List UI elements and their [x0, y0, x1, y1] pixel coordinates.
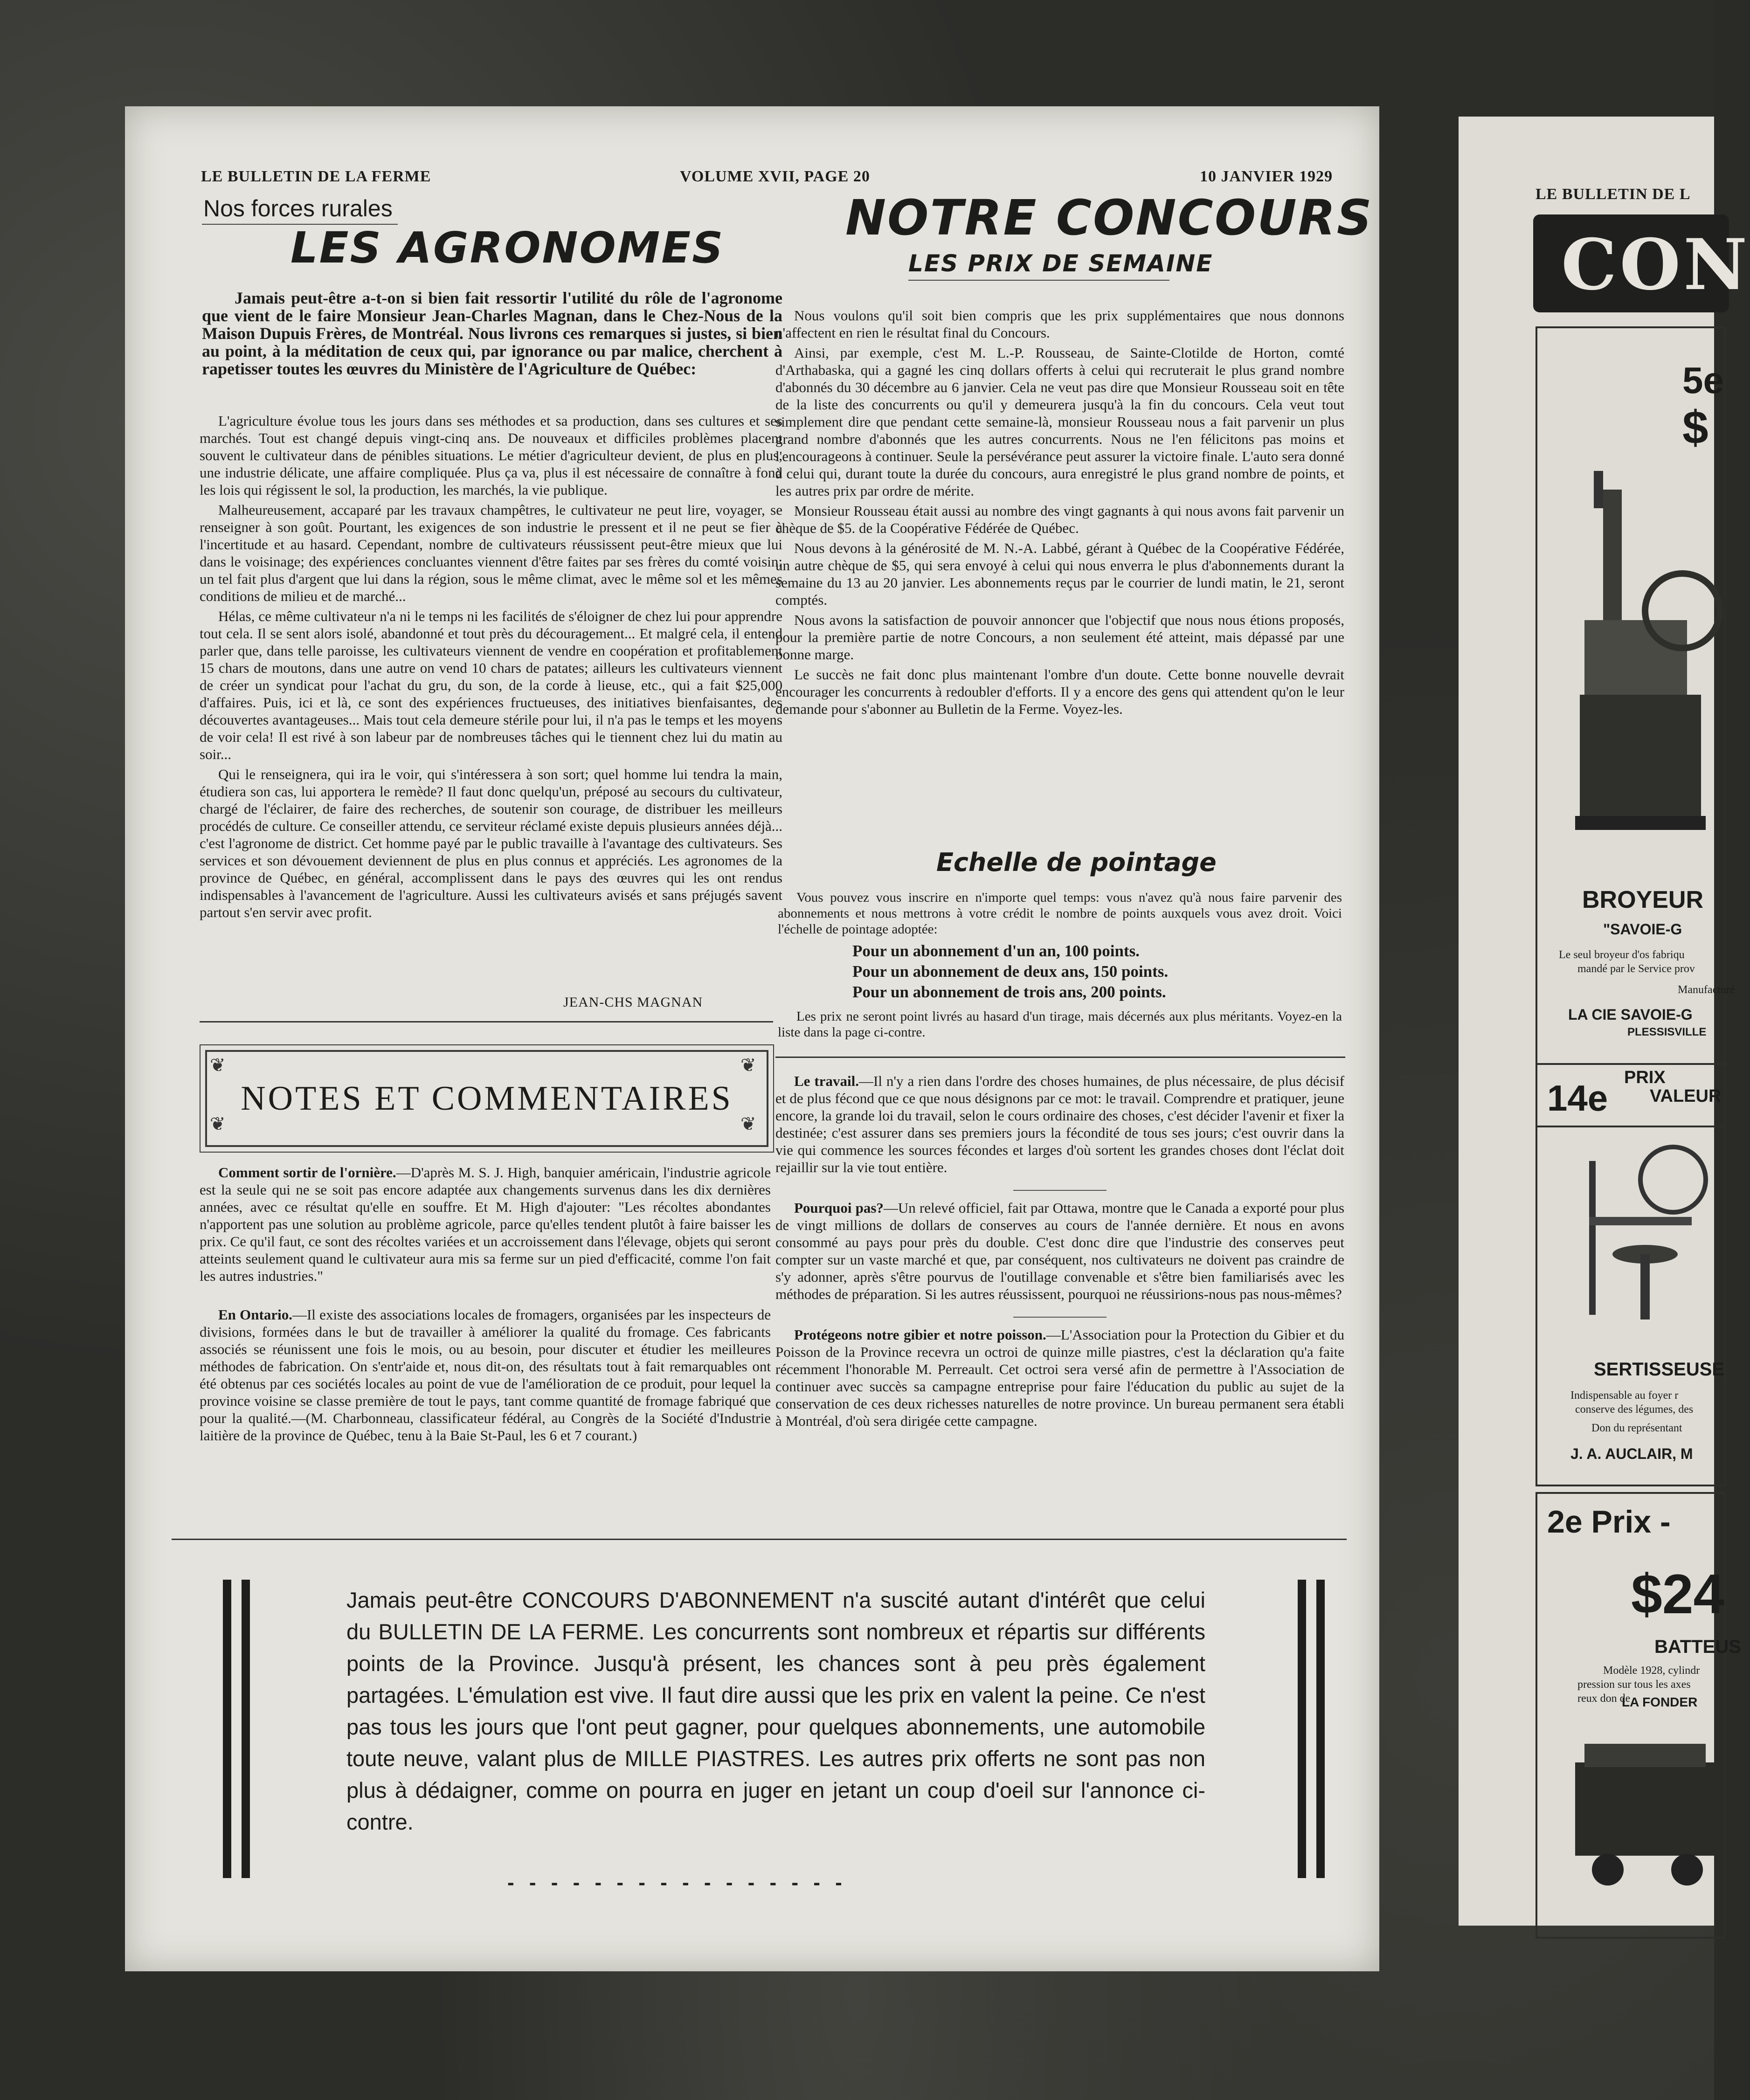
ad-small-text: pression sur tous les axes [1577, 1679, 1691, 1691]
bone-crusher-illustration [1566, 471, 1715, 835]
points-line: Pour un abonnement d'un an, 100 points. [852, 942, 1140, 960]
note-divider [1013, 1306, 1107, 1318]
right-bar [1316, 1580, 1325, 1878]
promo-dashes: - - - - - - - - - - - - - - - - [507, 1871, 847, 1894]
notes-right-column [775, 1072, 1344, 1432]
echelle-outro [778, 1009, 1342, 1043]
ad-small-text: conserve des légumes, des [1575, 1403, 1694, 1416]
ad-small-text: Indispensable au foyer r [1570, 1389, 1679, 1402]
concours-title: NOTRE CONCOURS [845, 189, 1373, 246]
echelle-intro [778, 890, 1342, 940]
echelle-intro-text: Vous pouvez vous inscrire en n'importe quel temps: vous n'avez qu'à nous faire parvenir des abonnements et nous mettrons à votre crédit le nombre de points auxquels vous avez droit. Voici l'échelle de pointage adoptée: [778, 890, 1342, 937]
article-lead: Jamais peut-être a-t-on si bien fait ressortir l'utilité du rôle de l'agronome que vient de le faire Monsieur Jean-Charles Magnan, dans le Chez-Nous de la Maison Dupuis Frères, de Montréal. Nous livrons ces remarques si justes, si bien au point, à la méditation de ceux qui, par ignorance ou par malice, cherchent à rapetisser toutes les œuvres du Ministère de l'Agriculture de Québec: [202, 289, 782, 378]
points-line: Pour un abonnement de deux ans, 150 points. [852, 962, 1169, 981]
note-item [775, 1326, 1344, 1430]
section-rule [172, 1539, 1347, 1540]
ad-small-text: Manufacturé [1678, 984, 1735, 996]
notes-left-column [200, 1164, 771, 1447]
left-bar [223, 1580, 231, 1878]
prize-rank: 5e [1682, 359, 1724, 401]
prize-label: PRIX [1624, 1068, 1666, 1087]
corner-ornament-icon: ❦ [740, 1055, 756, 1076]
points-scale [852, 941, 1319, 1002]
notes-header-box [205, 1050, 768, 1147]
note-heading: Comment sortir de l'ornière. [218, 1164, 396, 1181]
note-item [775, 1072, 1344, 1176]
corner-ornament-icon: ❦ [210, 1113, 226, 1135]
article-body [200, 412, 782, 924]
notes-title: NOTES ET COMMENTAIRES [241, 1079, 733, 1118]
banner [1533, 214, 1750, 312]
value-label: VALEUR [1650, 1086, 1722, 1106]
adjacent-header: LE BULLETIN DE L [1536, 186, 1691, 203]
subtitle-underline [908, 280, 1169, 281]
note-item [200, 1306, 771, 1444]
note-text: —Il existe des associations locales de fromagers, organisées par les inspecteurs de divisions, formées dans le but de travailler à améliorer la qualité du fromage. Ces fabricants associés se réunissent une fois le mois, ou au besoin, pour discuter et étudier les meilleures méthodes de fabrication. On s'entr'aide et, nous dit-on, des résultats tout à fait remarquables ont été obtenus par ces sociétés locales au point de vue de l'amélioration de ce produit, pour lequel la province voisine se classe première de tout le pays, tant comme quantité de fromage fabriqué que pour la qualité.—(M. Charbonneau, classificateur fédéral, au Congrès de la Société d'Industrie laitière de la province de Québec, tenu à la Baie St-Paul, les 6 et 7 courant.) [200, 1306, 771, 1444]
thresher-illustration [1575, 1734, 1715, 1888]
note-heading: Le travail. [794, 1073, 859, 1089]
article-paragraph: Hélas, ce même cultivateur n'a ni le temps ni les facilités de s'éloigner de chez lui pour apprendre tout cela. Il se sent alors isolé, abandonné et tout près du découragement... Et malgré cela, il entend parler que, dans telle paroisse, les cultivateurs viennent de vendre en coopération et profitablement 15 chars de moutons, dans une autre on vend 10 chars de patates; ailleurs les cultivateurs viennent de créer un syndicat pour l'achat du gru, du son, de la corde à lieuse, etc., qui a fait $25,000 d'affaires. Puis, ici et là, ce sont des expériences fructueuses, des initiatives bienfaisantes, des découvertes avantageuses... Mais tout cela demeure stérile pour lui, il n'a pas le temps et les moyens de voir cela! Il est rivé à son labeur par de nombreuses tâches qui le tiennent chez lui du matin au soir... [200, 608, 782, 762]
concours-paragraph: Monsieur Rousseau était aussi au nombre des vingt gagnants à qui nous avons fait parvenir un chèque de $5. de la Coopérative Fédérée de Québec. [775, 503, 1344, 536]
corner-ornament-icon: ❦ [210, 1055, 226, 1076]
concours-paragraph: Ainsi, par exemple, c'est M. L.-P. Rousseau, de Sainte-Clotilde de Horton, comté d'Arthabaska, qui a gagné les cinq dollars offerts à celui qui recruterait le plus grand nombre d'abonnés du 30 décembre au 6 janvier. Cela ne veut pas dire que Monsieur Rousseau soit en tête de la liste des concurrents ou qu'il y demeurera jusqu'à la fin du concours. Cela veut tout simplement dire que pendant cette semaine-là, monsieur Rousseau nous a fait parvenir un plus grand nombre d'abonnés que les autres concurrents. Nous ne l'en félicitons pas moins et l'encourageons à continuer. Seule la persévérance peut assurer la victoire finale. L'auto sera donné à celui qui, durant toute la durée du concours, aura enregistré le plus grand nombre de points, et les autres prix par ordre de mérite. [775, 345, 1344, 499]
note-text: —L'Association pour la Protection du Gibier et du Poisson de la Province recevra un octroi de quinze mille piastres, c'est la déclaration qu'a faite récemment l'honorable M. Perreault. Cet octroi sera versé afin de permettre à l'Association de continuer avec succès sa campagne entreprise pour faire l'éducation du public au sujet de la conservation de ces deux richesses naturelles de notre province. Un bureau permanent sera établi à Montréal, d'où sera dirigée cette campagne. [775, 1326, 1345, 1429]
note-divider [1013, 1179, 1107, 1191]
corner-ornament-icon: ❦ [740, 1113, 756, 1135]
article-paragraph: L'agriculture évolue tous les jours dans ses méthodes et sa production, dans ses cultures et ses marchés. Tout est changé depuis vingt-cinq ans. De nouveaux et difficiles problèmes placent souvent le cultivateur dans de pénibles situations. Le métier d'agriculteur devient, de plus en plus, une industrie délicate, une affaire compliquée. Plus ça va, plus il est nécessaire de connaître à fond les lois qui régissent le sol, la production, les marchés, la vie publique. [200, 413, 782, 498]
ad-small-text: Le seul broyeur d'os fabriqu [1559, 949, 1685, 961]
ad-city: PLESSISVILLE [1627, 1026, 1707, 1038]
ad-representative: J. A. AUCLAIR, M [1570, 1445, 1693, 1462]
prize-amount: $24 [1631, 1563, 1725, 1625]
concours-paragraph: Nous voulons qu'il soit bien compris que les prix supplémentaires que nous donnons n'affectent en rien le résultat final du Concours. [775, 307, 1344, 341]
echelle-outro-text: Les prix ne seront point livrés au hasard d'un tirage, mais décernés aux plus méritants. Voyez-en la liste dans la page ci-contre. [778, 1009, 1342, 1040]
left-bar [242, 1580, 250, 1878]
batteuse-label: BATTEUS [1654, 1637, 1741, 1657]
ad-small-text: Modèle 1928, cylindr [1603, 1665, 1700, 1677]
issue-date: 10 JANVIER 1929 [1200, 168, 1333, 185]
ad-small-text: Don du représentant [1591, 1422, 1682, 1434]
publication-name: LE BULLETIN DE LA FERME [201, 168, 431, 185]
concours-paragraph: Nous devons à la générosité de M. N.-A. Labbé, gérant à Québec de la Coopérative Fédérée, un autre chèque de $5, qui sera envoyé à celui qui nous enverra le plus d'abonnements durant la semaine du 13 au 20 janvier. Les abonnements reçus par le courrier de lundi matin, le 21, seront comptés. [775, 540, 1344, 608]
promo-text: Jamais peut-être CONCOURS D'ABONNEMENT n'a suscité autant d'intérêt que celui du BULLETIN DE LA FERME. Les concurrents sont nombreux et répartis sur différents points de la Province. Jusqu'à présent, les chances sont à peu près également partagées. L'émulation est vive. Il faut dire aussi que les prix en valent la peine. Ce n'est pas tous les jours que l'ont peut gagner, pour quelques abonnements, une automobile toute neuve, valant plus de MILLE PIASTRES. Les autres prix offerts ne sont pas non plus à dédaigner, comme on pourra en juger en jetant un coup d'oeil sur l'annonce ci-contre. [346, 1588, 1205, 1834]
adjacent-page [1459, 117, 1750, 1926]
concours-paragraph: Nous avons la satisfaction de pouvoir annoncer que l'objectif que nous nous étions proposés, pour la première partie de notre Concours, a non seulement été atteint, mais dépassé par une bonne marge. [775, 612, 1344, 663]
points-line: Pour un abonnement de trois ans, 200 points. [852, 983, 1166, 1001]
savoie-label: "SAVOIE-G [1603, 921, 1682, 938]
column-rule [775, 1057, 1345, 1058]
ad-company: LA CIE SAVOIE-G [1568, 1006, 1693, 1023]
right-bar [1298, 1580, 1306, 1878]
note-item [775, 1199, 1344, 1303]
note-heading: Protégeons notre gibier et notre poisson. [794, 1326, 1046, 1343]
kicker: Nos forces rurales [203, 195, 393, 221]
note-item [200, 1164, 771, 1285]
ad-company: LA FONDER [1622, 1695, 1698, 1709]
banner-text: CON [1561, 224, 1750, 306]
ad-small-text: reux don de [1577, 1692, 1631, 1705]
note-heading: En Ontario. [218, 1306, 292, 1323]
article-paragraph: Qui le renseignera, qui ira le voir, qui s'intéressera à son sort; quel homme lui tendra la main, étudiera son cas, lui apportera le remède? Il faut donc quelqu'un, préposé au secours du cultivateur, chargé de l'éclairer, de faire des recherches, de soutenir son courage, de distribuer les meilleurs procédés de culture. Ce conseiller attendu, ce serviteur réclamé existe depuis plusieurs années déjà... c'est l'agronome de district. Cet homme payé par le public travaille à l'avantage des cultivateurs. Ses services et son dévouement deviennent de plus en plus connus et appréciés. Les agronomes de la province de Québec, en général, accomplissent dans le pays des œuvres qui les ont rendus indispensables à l'avancement de l'agriculture. Aussi les cultivateurs avisés et sans préjugés savent partout s'en servir avec profit. [200, 766, 782, 920]
prize-amount: $ [1682, 401, 1708, 454]
ad-small-text: mandé par le Service prov [1577, 963, 1695, 975]
concours-paragraph: Le succès ne fait donc plus maintenant l'ombre d'un doute. Cette bonne nouvelle devrait encourager les concurrents à redoubler d'efforts. Il y a encore des gens qui attendent qu'on le leur demande pour s'abonner au Bulletin de la Ferme. Voyez-les. [775, 666, 1344, 717]
signature: JEAN-CHS MAGNAN [563, 995, 703, 1010]
column-rule [200, 1021, 773, 1022]
note-text: —Il n'y a rien dans l'ordre des choses humaines, de plus nécessaire, de plus décisif et de plus fécond que ce que nous désignons par ce mot: le travail. Comprendre et pratiquer, jeune encore, la grande loi du travail, selon le cours ordinaire des choses, c'est décider l'avenir et fixer la destinée; c'est assurer dans ses premiers jours la fécondité de tous ses jours; c'est ouvrir dans la vie qui commence les sources fécondes et larges d'où sortent les grandes choses dont l'éclat doit rejaillir sur la vie tout entière. [775, 1073, 1345, 1175]
volume-page: VOLUME XVII, PAGE 20 [680, 168, 870, 185]
sealer-illustration [1575, 1142, 1715, 1329]
sertisseuse-label: SERTISSEUSE [1594, 1359, 1725, 1380]
echelle-title: Echelle de pointage [936, 848, 1217, 877]
note-text: —Un relevé officiel, fait par Ottawa, montre que le Canada a exporté pour plus de vingt millions de dollars de conserves au cours de l'année dernière. Et nous en avons consommé au pays pour près du double. C'est donc dire que l'industrie des conserves peut compter sur un vaste marché et que, par conséquent, nos cultivateurs ne doivent pas craindre de s'y adonner, après s'être pourvus de l'outillage convenable et s'être bien familiarisés avec les méthodes de préparation. Si les autres réussissent, pourquoi ne réussirions-nous pas nous-mêmes? [775, 1200, 1345, 1302]
concours-subtitle: LES PRIX DE SEMAINE [908, 250, 1213, 277]
note-heading: Pourquoi pas? [794, 1200, 884, 1216]
note-text: —D'après M. S. J. High, banquier américain, l'industrie agricole est la seule qui ne se soit pas encore adaptée aux changements survenus dans les dix dernières années, avec ce résultat qu'elle en souffre. Et M. High d'ajouter: "Les récoltes abondantes n'apportent pas une solution au problème agricole, parce qu'elles tendent plutôt à faire baisser les prix. Ce qu'il faut, ce sont des récoltes variées et un accroissement dans l'élevage, objets qui seront atteints seulement quand le cultivateur aura mis sa ferme sur un pied d'efficacité, comme l'on fait les autres industries." [200, 1164, 771, 1284]
concours-body [775, 307, 1344, 720]
article-paragraph: Malheureusement, accaparé par les travaux champêtres, le cultivateur ne peut lire, voyager, se renseigner à son goût. Pourtant, les exigences de son industrie le pressent et il ne peut se fier à l'incertitude et au hasard. Cependant, nombre de cultivateurs réussissent peut-être mieux que lui dans le voisinage; des expériences concluantes viennent d'être faites par ses frères du comté voisin; un tel fait plus d'argent que lui dans la région, sous le même climat, avec le même sol et les mêmes conditions de milieu et de marché... [200, 502, 782, 604]
article-title: LES AGRONOMES [291, 223, 725, 273]
broyeur-label: BROYEUR [1582, 886, 1704, 913]
newspaper-page [125, 106, 1379, 1971]
prize-rank: 2e Prix - [1547, 1504, 1671, 1540]
prize-rank: 14e [1547, 1078, 1608, 1119]
